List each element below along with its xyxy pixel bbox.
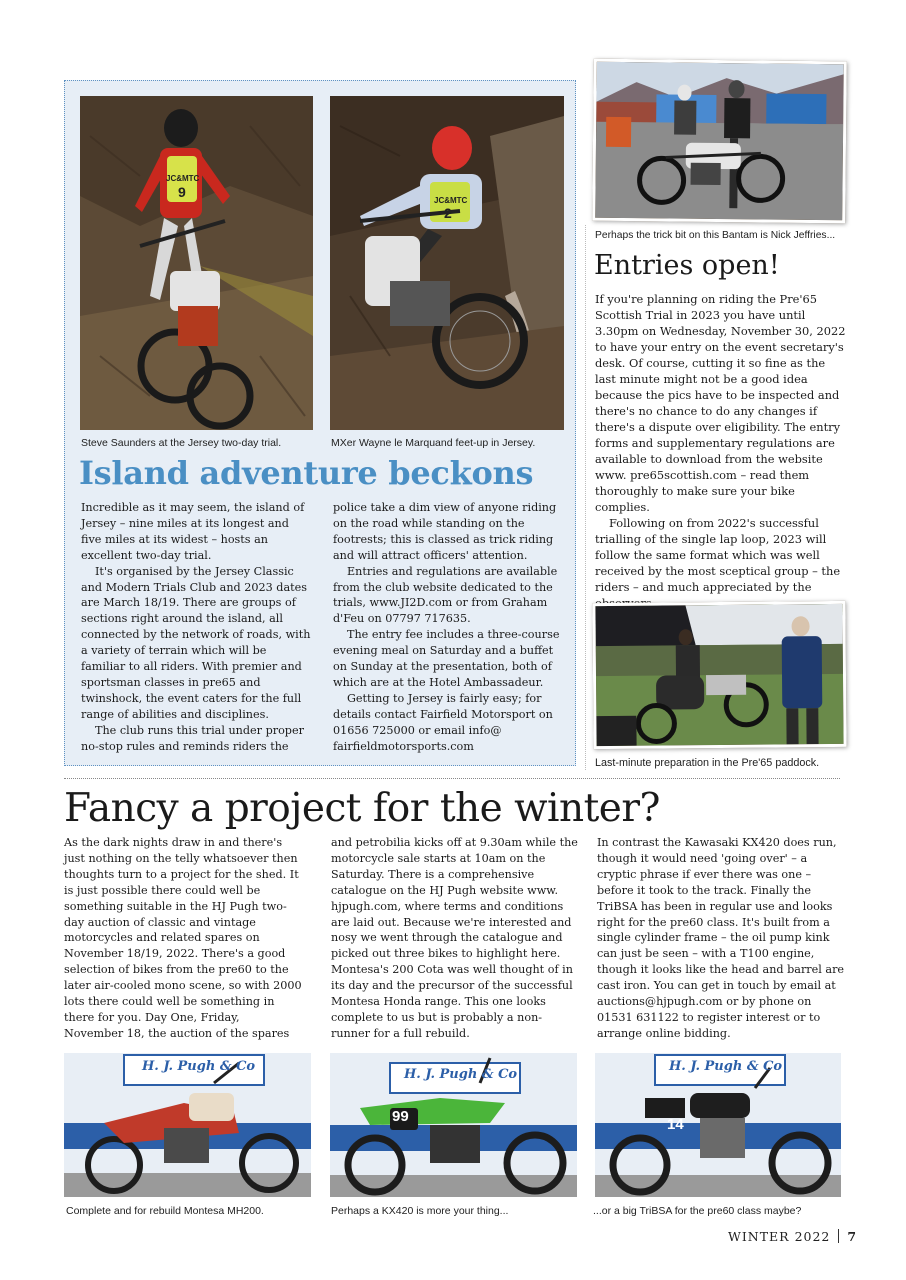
project-column-2 [331,835,579,1042]
rider-bib-number: 9 [178,184,186,200]
photo-paddock [592,601,846,749]
section-divider [64,778,840,779]
race-number: 14 [667,1116,684,1133]
column-divider [585,225,586,770]
island-column-1 [81,500,311,755]
photo-montesa [64,1053,311,1197]
race-number: 99 [392,1108,409,1125]
auction-banner-text: H. J. Pugh & Co [142,1059,256,1074]
rider-bib-text: JC&MTC [166,174,200,183]
photo-bantam [592,59,847,224]
auction-banner-text: H. J. Pugh & Co [404,1067,518,1082]
photo-caption: Steve Saunders at the Jersey two-day trial. [81,437,282,449]
photo-caption: MXer Wayne le Marquand feet-up in Jersey. [331,437,536,449]
project-column-3 [597,835,847,1042]
photo-wayne-le-marquand [330,96,564,430]
paragraph: police take a dim view of anyone riding on the road while standing on the footrests; this is classed as trick riding and will attract officers' attention. [333,501,557,562]
rider-bib-number: 2 [444,205,452,221]
project-headline: Fancy a project for the winter? [64,786,660,831]
photo-caption: Last-minute preparation in the Pre'65 paddock. [595,757,820,769]
island-column-2 [333,500,565,755]
paragraph: The entry fee includes a three-course evening meal on Saturday and a buffet on Sunday at the presentation, both of which are at the Hotel Ambassadeur. [333,628,560,689]
project-column-1 [64,835,302,1042]
photo-caption: Complete and for rebuild Montesa MH200. [66,1205,264,1217]
footer-separator [838,1229,839,1243]
page-footer [728,1229,856,1244]
entries-headline: Entries open! [594,250,780,281]
paragraph: Getting to Jersey is fairly easy; for details contact Fairfield Motorsport on 01656 725000 or email info@ fairfieldmotorsports.com [333,691,553,753]
photo-caption: Perhaps a KX420 is more your thing... [331,1205,509,1217]
issue-label: WINTER 2022 [728,1229,831,1244]
photo-kawasaki-kx420 [330,1053,577,1197]
photo-tribsa [595,1053,841,1197]
paragraph: Entries and regulations are available from the club website dedicated to the trials, www.JI2D.com or from Graham d'Feu on 07797 717635. [333,564,558,626]
entries-text [595,291,847,611]
paragraph: It's organised by the Jersey Classic and Modern Trials Club and 2023 dates are March 18/19. There are groups of sections right around the island, all connected by the network of roads, with a variety of terrain which will be familiar to all riders. With premier and sportsman classes in pre65 and twinshock, the event caters for the full range of abilities and disciplines. [81,564,311,721]
rider-bib-text: JC&MTC [434,196,468,205]
paragraph: As the dark nights draw in and there's just nothing on the telly whatsoever then thoughts turn to a project for the shed. It is just possible there could well be something suitable in the HJ Pugh two-day auction of classic and vintage motorcycles and related spares on November 18/19, 2022. There's a good selection of bikes from the pre60 to the later air-cooled mono scene, so with 2000 lots there could well be something in there for you. Day One, Friday, November 18, the auction of the spares [64,836,302,1040]
paragraph: Incredible as it may seem, the island of Jersey – nine miles at its longest and five miles at its widest – hosts an excellent two-day trial. [81,501,305,562]
paragraph: If you're planning on riding the Pre'65 Scottish Trial in 2023 you have until 3.30pm on Wednesday, November 30, 2022 to have your entry on the event secretary's desk. Of course, cutting it so fine as the last minute might not be a good idea because the pics have to be inspected and there's no chance to do any changes if there's a dispute over eligibility. The entry forms and supplementary regulations are available to download from the website www. pre65scottish.com – read them thoroughly to make sure your bike complies. [595,292,846,514]
photo-steve-saunders [80,96,313,430]
paragraph: Following on from 2022's successful trialling of the single lap loop, 2023 will follow the same format which was well received by the most sceptical group – the riders – and much appreciated by the [595,516,841,594]
photo-caption: Perhaps the trick bit on this Bantam is Nick Jeffries... [595,230,836,241]
paragraph: and petrobilia kicks off at 9.30am while the motorcycle sale starts at 10am on the Saturday. There is a comprehensive catalogue on the HJ Pugh website www. hjpugh.com, where terms and conditions are laid out. Because we're interested and nosy we went through the catalogue and picked out three bikes to highlight here. Montesa's 200 Cota was well thought of in its day and the precursor of the successful Montesa Honda range. This one looks complete to us but is probably a non-runner for a full rebuild. [331,836,578,1040]
paragraph: In contrast the Kawasaki KX420 does run, though it would need 'going over' – a cryptic phrase if ever there was one – before it took to the track. Finally the TriBSA has been in regular use and looks right for the pre60 class. It's built from a single cylinder frame – the oil pump kink can just be seen – with a T100 engine, though it looks like the head and barrel are cast iron. You can get in touch by email at auctions@hjpugh.com or by phone on 01531 631122 to register interest or to arrange online bidding. [597,836,845,1040]
auction-banner-text: H. J. Pugh & Co [669,1059,783,1074]
photo-caption: ...or a big TriBSA for the pre60 class maybe? [593,1205,802,1217]
page-number: 7 [847,1229,857,1244]
paragraph: The club runs this trial under proper no-stop rules and reminds riders the [81,723,304,753]
island-headline: Island adventure beckons [79,454,534,492]
